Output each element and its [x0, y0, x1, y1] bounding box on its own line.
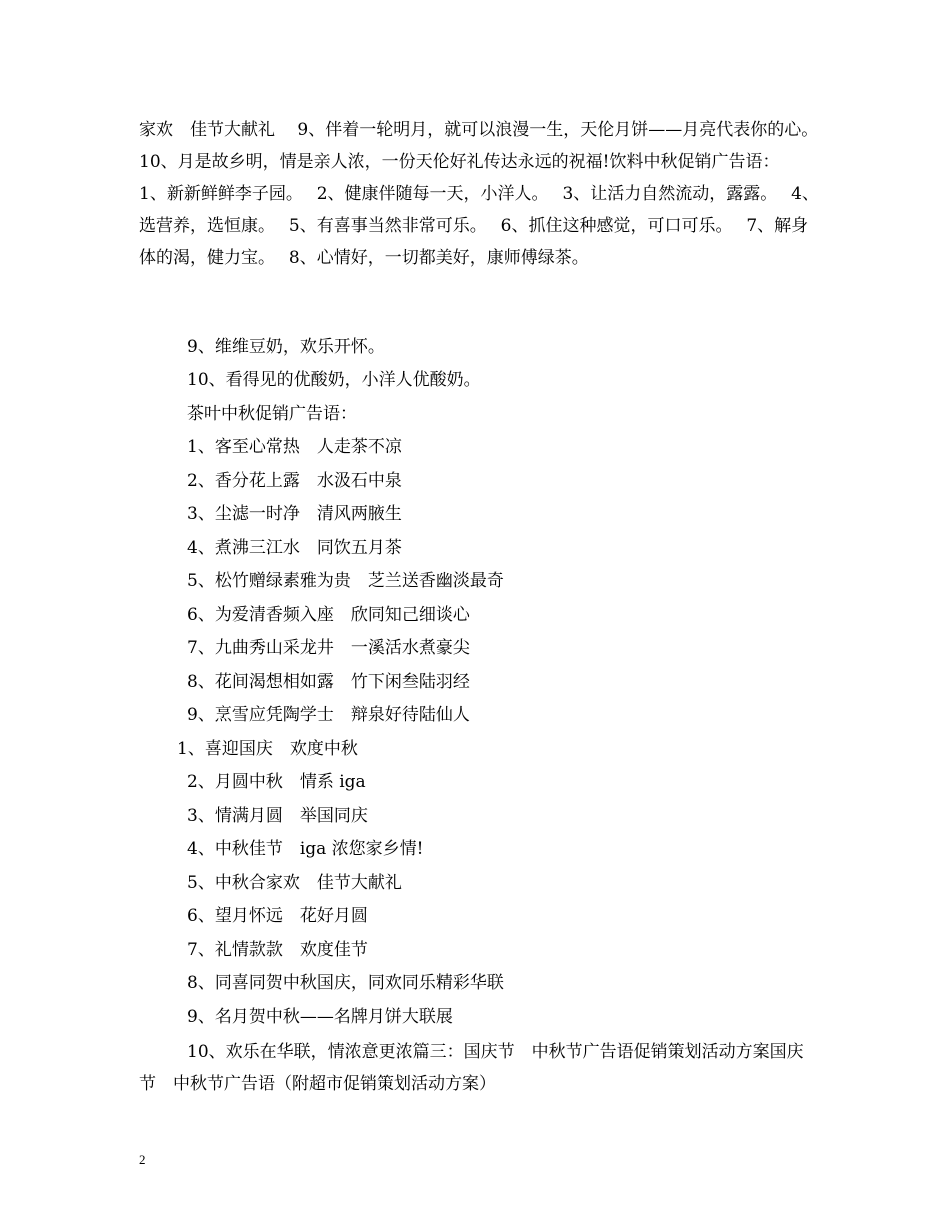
text-line: 9、维维豆奶，欢乐开怀。 — [187, 337, 385, 357]
list-item: 3、情满月圆 举国同庆 — [187, 806, 368, 826]
page-number: 2 — [139, 1152, 146, 1167]
list-item: 4、煮沸三江水 同饮五月茶 — [187, 538, 402, 558]
list-item: 7、礼情款款 欢度佳节 — [187, 940, 368, 960]
body-paragraph: 家欢 佳节大献礼 9、伴着一轮明月，就可以浪漫一生，天伦月饼——月亮代表你的心。 10、月是故乡明，情是亲人浓，一份天伦好礼传达永远的祝福!饮料中秋促销广告语： 1、新新鲜鲜李子园。 2、健康伴随每一天，小洋人。 3、让活力自然流动，露露。 4、选营养，选恒康。 5、有喜事当然非常可乐。 6、抓住这种感觉，可口可乐。 7、解身体的渴，健力宝。 8、心情好，一切都美好，康师傅绿茶。 — [139, 120, 833, 268]
closing-paragraph: 10、欢乐在华联，情浓意更浓篇三：国庆节 中秋节广告语促销策划活动方案国庆节 中秋节广告语（附超市促销策划活动方案） — [139, 1042, 804, 1094]
list-item: 9、烹雪应凭陶学士 辩泉好待陆仙人 — [187, 705, 470, 725]
list-item: 7、九曲秀山采龙井 一溪活水煮豪尖 — [187, 638, 470, 658]
list-item: 1、客至心常热 人走茶不凉 — [187, 437, 402, 457]
list-item: 2、香分花上露 水汲石中泉 — [187, 471, 402, 491]
list-item: 8、花间渴想相如露 竹下闲叁陆羽经 — [187, 672, 470, 692]
list-item: 6、望月怀远 花好月圆 — [187, 906, 368, 926]
list-item: 1、喜迎国庆 欢度中秋 — [177, 739, 358, 759]
list-item: 5、松竹赠绿素雅为贵 芝兰送香幽淡最奇 — [187, 571, 504, 591]
list-item: 3、尘滤一时净 清风两腋生 — [187, 504, 402, 524]
section-heading: 茶叶中秋促销广告语： — [187, 404, 357, 424]
text-line: 10、看得见的优酸奶，小洋人优酸奶。 — [187, 370, 481, 390]
list-item: 2、月圆中秋 情系 iga — [187, 772, 366, 792]
list-item: 5、中秋合家欢 佳节大献礼 — [187, 873, 402, 893]
list-item: 8、同喜同贺中秋国庆，同欢同乐精彩华联 — [187, 973, 504, 993]
list-item: 6、为爱清香频入座 欣同知己细谈心 — [187, 605, 470, 625]
list-item: 4、中秋佳节 iga 浓您家乡情! — [187, 839, 424, 859]
list-item: 9、名月贺中秋——名牌月饼大联展 — [187, 1007, 453, 1027]
